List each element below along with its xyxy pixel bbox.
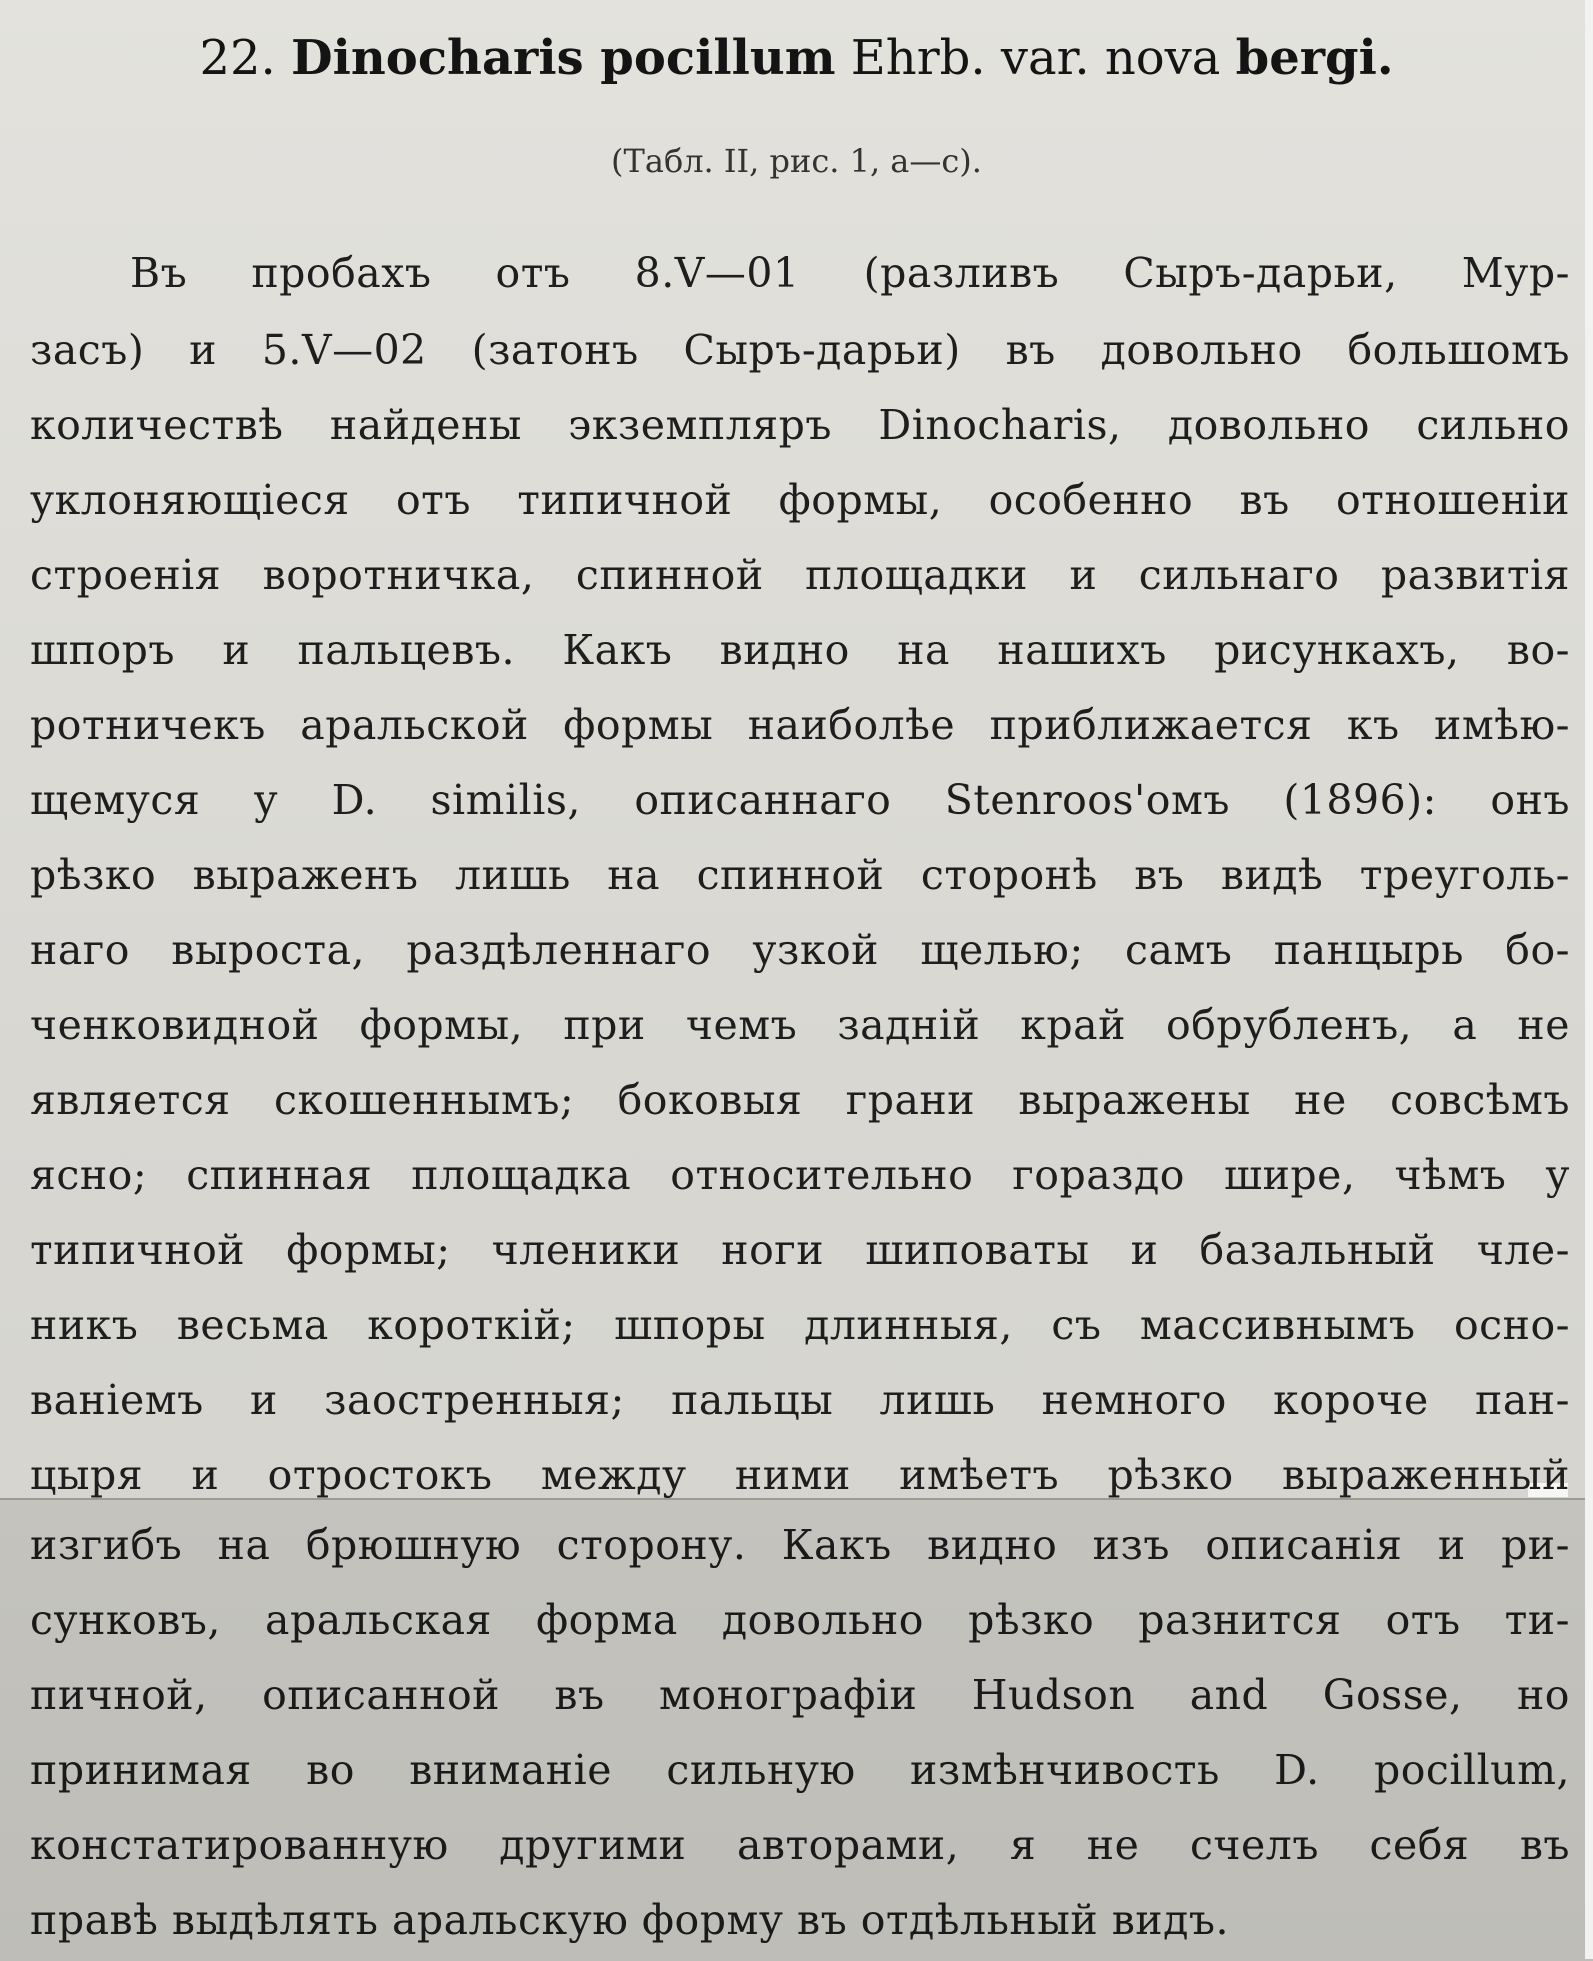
text-line: изгибъ на брюшную сторону. Какъ видно изъ описанія и ри-	[30, 1521, 1570, 1569]
text-line: сунковъ, аральская форма довольно рѣзко разнится отъ ти-	[30, 1596, 1570, 1644]
heading-species: Dinocharis pocillum	[291, 30, 836, 86]
text-line: пичной, описанной въ монографіи Hudson and Gosse, но	[30, 1671, 1570, 1719]
text-line: засъ) и 5.V—02 (затонъ Сыръ-дарьи) въ довольно большомъ	[30, 326, 1570, 374]
heading-number: 22.	[199, 30, 276, 86]
text-line: типичной формы; членики ноги шиповаты и базальный чле-	[30, 1226, 1570, 1274]
text-line: ченковидной формы, при чемъ задній край обрубленъ, а не	[30, 1001, 1570, 1049]
text-line: констатированную другими авторами, я не счелъ себя въ	[30, 1821, 1570, 1869]
text-line: рѣзко выраженъ лишь на спинной сторонѣ въ видѣ треуголь-	[30, 851, 1570, 899]
heading-author: Ehrb.	[850, 30, 986, 86]
text-line: Въ пробахъ отъ 8.V—01 (разливъ Сыръ-дарьи, Мур-	[130, 249, 1570, 297]
text-line: строенія воротничка, спинной площадки и сильнаго развитія	[30, 551, 1570, 599]
text-line: ваніемъ и заостренныя; пальцы лишь немного короче пан-	[30, 1376, 1570, 1424]
text-line: шпоръ и пальцевъ. Какъ видно на нашихъ рисункахъ, во-	[30, 626, 1570, 674]
text-line: ротничекъ аральской формы наиболѣе приближается къ имѣю-	[30, 701, 1570, 749]
text-line: щемуся у D. similis, описаннаго Stenroos'омъ (1896): онъ	[30, 776, 1570, 824]
text-line: цыря и отростокъ между ними имѣетъ рѣзко выраженный	[30, 1451, 1570, 1499]
text-line: правѣ выдѣлять аральскую форму въ отдѣльный видъ.	[30, 1896, 1229, 1944]
text-line: уклоняющіеся отъ типичной формы, особенно въ отношеніи	[30, 476, 1570, 524]
text-line: никъ весьма короткій; шпоры длинныя, съ массивнымъ осно-	[30, 1301, 1570, 1349]
plate-reference: (Табл. II, рис. 1, a—c).	[611, 142, 982, 180]
text-line: является скошеннымъ; боковыя грани выражены не совсѣмъ	[30, 1076, 1570, 1124]
heading-rank: var. nova	[1000, 30, 1221, 86]
heading-variety-name: bergi.	[1235, 30, 1394, 86]
section-heading	[0, 28, 1593, 88]
scan-right-margin	[1585, 0, 1593, 1959]
text-line: количествѣ найдены экземпляръ Dinocharis, довольно сильно	[30, 401, 1570, 449]
text-line: принимая во вниманіе сильную измѣнчивость D. pocillum,	[30, 1746, 1570, 1794]
text-line: ясно; спинная площадка относительно гораздо шире, чѣмъ у	[30, 1151, 1570, 1199]
text-line: наго выроста, раздѣленнаго узкой щелью; самъ панцырь бо-	[30, 926, 1570, 974]
